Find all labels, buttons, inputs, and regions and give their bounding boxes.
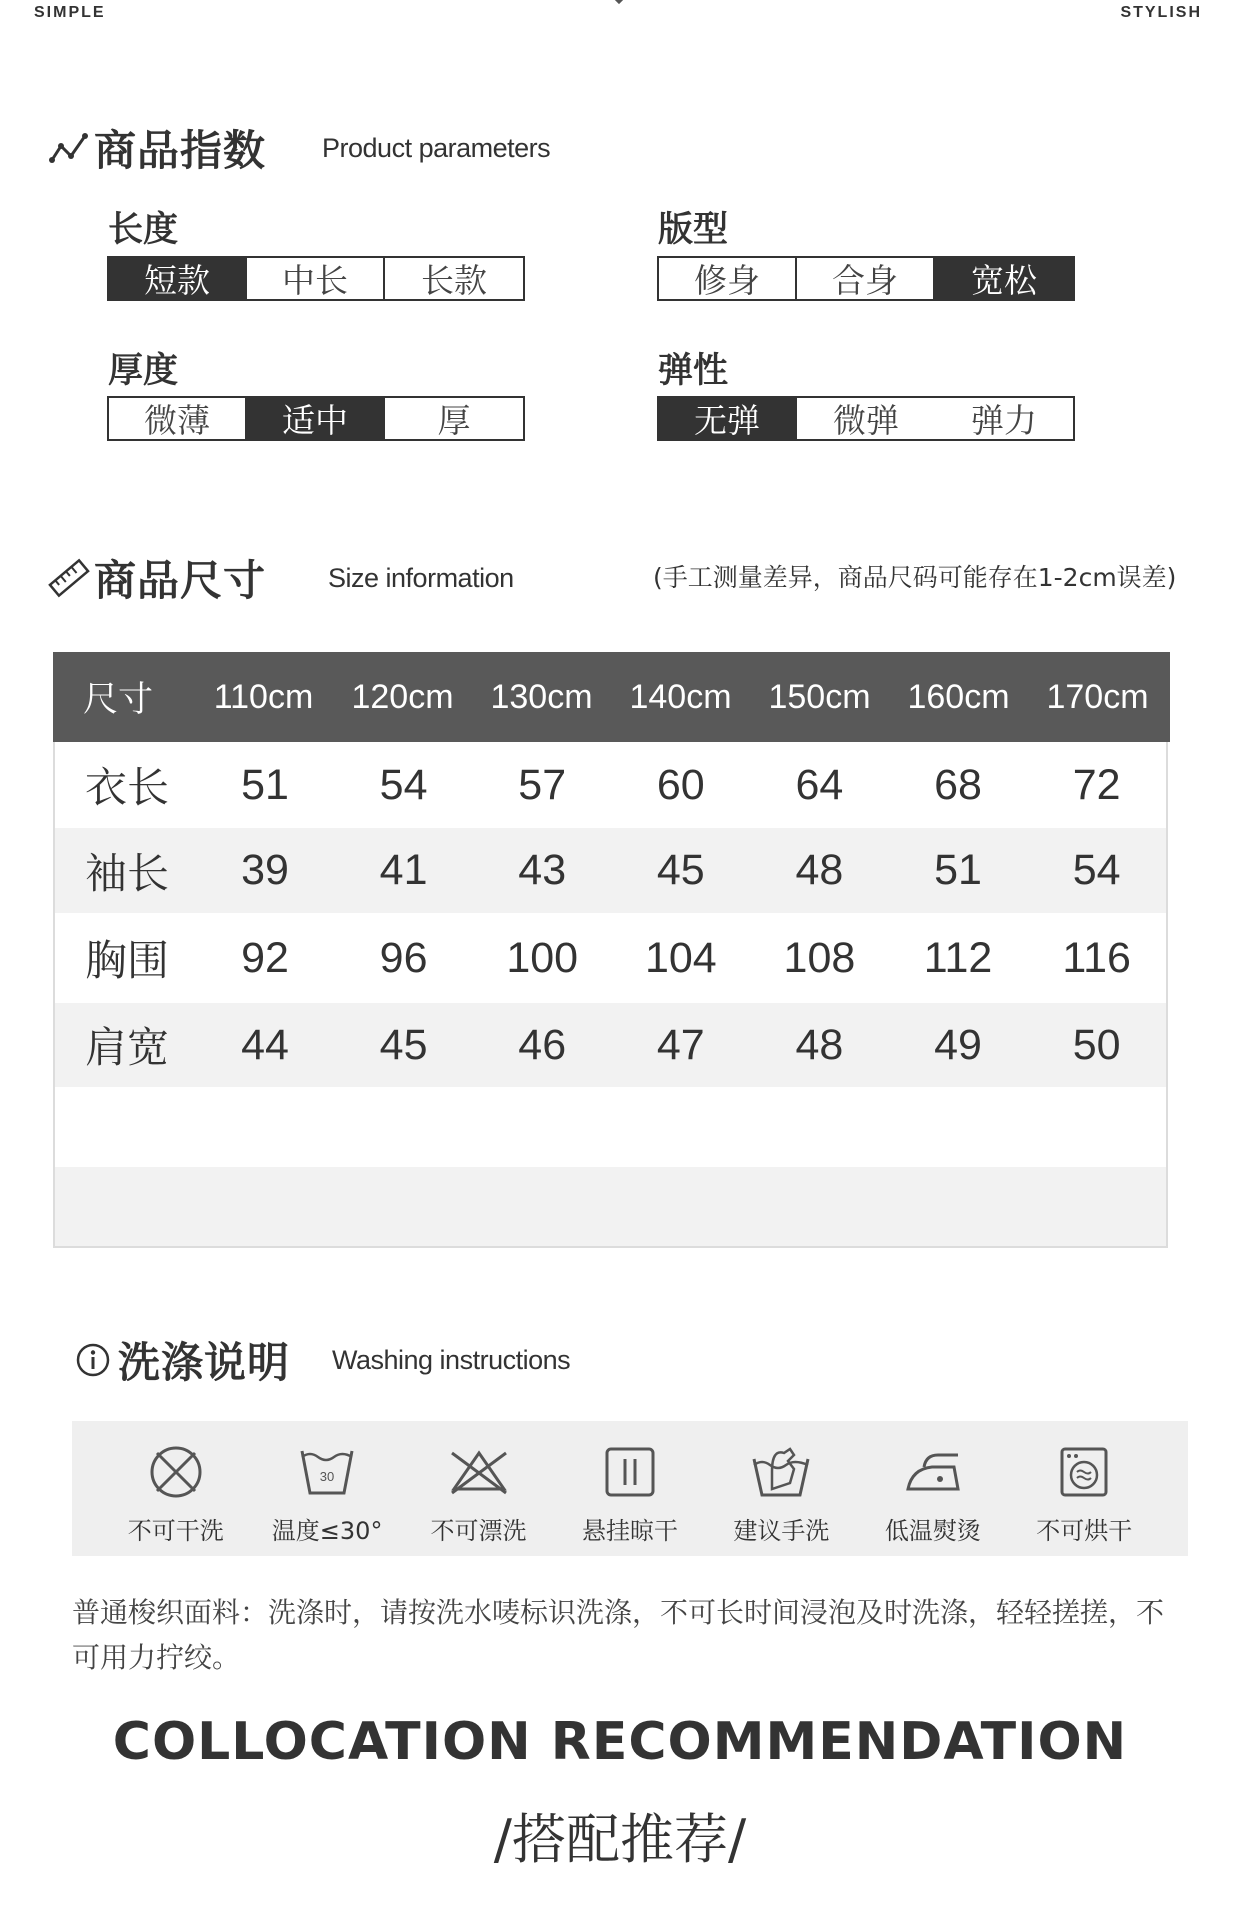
wash-item-30-degrees [257, 1421, 397, 1556]
table-cell: 45 [379, 1020, 428, 1069]
params-title: 商品指数 [94, 126, 267, 175]
table-cell: 100 [506, 933, 579, 982]
no-tumble-dry-icon [1053, 1443, 1115, 1501]
param-options-length [107, 256, 525, 301]
param-label-thickness: 厚度 [108, 351, 179, 391]
info-icon [72, 1339, 114, 1381]
row-label-chest: 胸围 [85, 936, 170, 985]
corner-label-right: STYLISH [1120, 4, 1202, 21]
table-row [55, 1003, 1166, 1087]
size-header-120: 120cm [351, 677, 454, 716]
wash-item-low-iron [863, 1421, 1003, 1556]
params-section-header [48, 118, 550, 178]
hang-dry-icon [599, 1443, 661, 1501]
param-option-mid: 中长 [247, 258, 385, 299]
table-cell: 57 [518, 760, 567, 809]
param-options-thickness [107, 396, 525, 441]
row-label-shoulder: 肩宽 [85, 1023, 170, 1072]
table-cell: 96 [379, 933, 428, 982]
wash-label: 不可烘干 [1036, 1517, 1133, 1545]
table-row [55, 742, 1166, 828]
low-iron-icon [902, 1443, 964, 1501]
params-subtitle: Product parameters [322, 132, 551, 163]
wash-label: 不可漂洗 [430, 1517, 527, 1545]
table-cell: 92 [241, 933, 289, 982]
table-cell: 51 [934, 846, 982, 894]
table-row-empty [55, 1087, 1166, 1167]
size-subtitle: Size information [328, 562, 514, 593]
table-cell: 45 [656, 846, 705, 894]
hand-wash-icon [750, 1443, 812, 1501]
param-option-long: 长款 [421, 261, 487, 300]
table-cell: 50 [1072, 1020, 1121, 1069]
collocation-title-zh: /搭配推荐/ [493, 1808, 747, 1871]
param-option-regular: 合身 [797, 258, 935, 299]
table-cell: 43 [518, 846, 567, 894]
table-cell: 54 [379, 760, 428, 809]
param-option-no-stretch: 无弹 [659, 398, 797, 439]
table-cell: 39 [241, 846, 289, 894]
wash-description: 普通梭织面料：洗涤时，请按洗水唛标识洗涤，不可长时间浸泡及时洗涤，轻轻搓搓，不可用力拧绞。 [72, 1596, 1165, 1674]
corner-label-left: SIMPLE [34, 4, 106, 21]
wash-30-icon [296, 1443, 358, 1501]
param-option-medium: 适中 [247, 398, 385, 439]
param-label-elasticity: 弹性 [658, 351, 729, 391]
size-table-header [53, 652, 1170, 742]
row-label-sleeve: 袖长 [85, 848, 170, 898]
table-cell: 51 [241, 760, 289, 809]
wash-section-header [72, 1330, 570, 1390]
size-header-160: 160cm [907, 677, 1010, 716]
no-bleach-icon [448, 1443, 510, 1501]
row-label-length: 衣长 [85, 763, 170, 812]
wash-label: 悬挂晾干 [581, 1517, 678, 1545]
wash-subtitle: Washing instructions [332, 1344, 571, 1375]
table-cell: 41 [379, 846, 428, 894]
table-cell: 72 [1072, 760, 1121, 809]
param-option-thin: 微薄 [109, 398, 247, 439]
size-title: 商品尺寸 [94, 556, 267, 605]
size-section-header [48, 548, 514, 608]
table-cell: 116 [1062, 933, 1131, 982]
table-row [55, 828, 1166, 913]
wash-label: 低温熨烫 [884, 1517, 981, 1545]
wash-label: 建议手洗 [733, 1517, 830, 1545]
param-label-fit: 版型 [658, 210, 729, 250]
trend-line-icon [48, 127, 90, 169]
top-chevron-icon [608, 0, 630, 6]
size-header-150: 150cm [768, 677, 871, 716]
ruler-icon [48, 557, 90, 599]
table-cell: 44 [241, 1020, 289, 1069]
param-option-thick: 厚 [437, 401, 471, 440]
table-cell: 48 [795, 1020, 844, 1069]
param-options-elasticity [657, 396, 1075, 441]
wash-label: 不可干洗 [127, 1517, 224, 1545]
wash-label: 温度≤30° [271, 1517, 383, 1545]
param-option-short: 短款 [109, 258, 247, 299]
wash-item-hand-wash [711, 1421, 851, 1556]
collocation-title-en: COLLOCATION RECOMMENDATION [112, 1712, 1128, 1772]
wash-title: 洗涤说明 [118, 1338, 291, 1387]
param-option-slight-stretch: 微弹 [833, 401, 899, 440]
wash-item-hang-dry [560, 1421, 700, 1556]
param-label-length: 长度 [108, 210, 179, 250]
size-header-170: 170cm [1046, 677, 1149, 716]
no-dry-clean-icon [145, 1443, 207, 1501]
param-option-slim: 修身 [659, 258, 797, 299]
size-measure-note: (手工测量差异，商品尺码可能存在1-2cm误差) [653, 563, 1177, 592]
wash-symbols-panel [72, 1421, 1188, 1556]
table-cell: 48 [795, 846, 844, 894]
table-cell: 49 [934, 1020, 982, 1069]
table-cell: 68 [934, 760, 982, 809]
wash-item-no-bleach [409, 1421, 549, 1556]
wash-item-no-tumble-dry [1014, 1421, 1154, 1556]
wash-temp-badge: 30 [319, 1469, 335, 1484]
param-option-loose: 宽松 [935, 258, 1073, 299]
size-header-110: 110cm [213, 677, 314, 716]
param-options-fit [657, 256, 1075, 301]
table-cell: 54 [1072, 846, 1121, 894]
size-header-label: 尺寸 [83, 680, 154, 720]
table-cell: 46 [518, 1020, 567, 1069]
size-header-140: 140cm [629, 677, 732, 716]
table-cell: 60 [656, 760, 705, 809]
table-row-empty [55, 1167, 1166, 1246]
table-cell: 112 [923, 933, 993, 982]
table-cell: 64 [795, 760, 844, 809]
param-option-stretch: 弹力 [971, 401, 1037, 440]
wash-item-no-dry-clean [106, 1421, 246, 1556]
table-row [55, 913, 1166, 1003]
table-cell: 47 [656, 1020, 705, 1069]
size-table [53, 652, 1168, 1248]
table-cell: 104 [644, 933, 717, 982]
table-cell: 108 [783, 933, 856, 982]
size-header-130: 130cm [490, 677, 593, 716]
